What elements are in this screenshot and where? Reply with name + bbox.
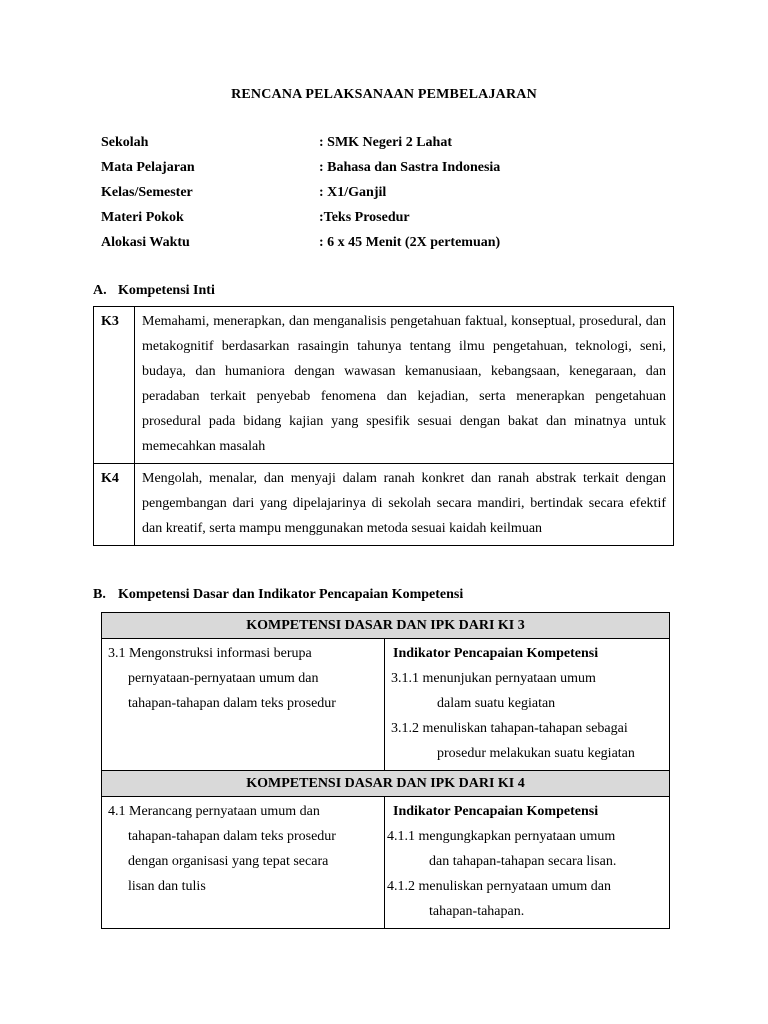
identity-label: Sekolah xyxy=(101,135,149,150)
document-title: RENCANA PELAKSANAAN PEMBELAJARAN xyxy=(231,87,537,102)
kd-line: pernyataan-pernyataan umum dan xyxy=(128,671,319,686)
identity-label: Kelas/Semester xyxy=(101,185,193,200)
indicator-line: tahapan-tahapan. xyxy=(429,904,525,919)
table-row xyxy=(102,613,670,639)
kd-line: tahapan-tahapan dalam teks prosedur xyxy=(128,696,336,711)
table-row xyxy=(102,771,670,797)
ki-code: K4 xyxy=(94,464,135,546)
section-letter: A. xyxy=(93,283,107,298)
kd-line: tahapan-tahapan dalam teks prosedur xyxy=(128,829,336,844)
indicator-line: prosedur melakukan suatu kegiatan xyxy=(437,746,635,761)
identity-value: : SMK Negeri 2 Lahat xyxy=(319,135,452,150)
kd-line: 3.1 Mengonstruksi informasi berupa xyxy=(108,646,312,661)
identity-label: Alokasi Waktu xyxy=(101,235,190,250)
kd-line: dengan organisasi yang tepat secara xyxy=(128,854,329,869)
kompetensi-inti-table xyxy=(93,306,674,546)
indicator-line: 4.1.1 mengungkapkan pernyataan umum xyxy=(387,829,616,844)
indicator-line: dalam suatu kegiatan xyxy=(437,696,556,711)
table-row xyxy=(102,639,670,771)
kd-ki3-indicators xyxy=(385,639,670,771)
indicator-line: 3.1.2 menuliskan tahapan-tahapan sebagai xyxy=(391,721,628,736)
kd-line: 4.1 Merancang pernyataan umum dan xyxy=(108,804,320,819)
kd-ki4-header: KOMPETENSI DASAR DAN IPK DARI KI 4 xyxy=(102,771,670,797)
indicator-line: dan tahapan-tahapan secara lisan. xyxy=(429,854,617,869)
identity-label: Mata Pelajaran xyxy=(101,160,195,175)
kd-line: lisan dan tulis xyxy=(128,879,206,894)
indicator-line: 4.1.2 menuliskan pernyataan umum dan xyxy=(387,879,611,894)
identity-value: :Teks Prosedur xyxy=(319,210,410,225)
kd-ki4-indicators xyxy=(385,797,670,929)
identity-value: : X1/Ganjil xyxy=(319,185,387,200)
identity-row-time xyxy=(101,232,701,257)
section-title: Kompetensi Inti xyxy=(118,283,215,298)
identity-value: : 6 x 45 Menit (2X pertemuan) xyxy=(319,235,501,250)
ki-text: Mengolah, menalar, dan menyaji dalam ranah konkret dan ranah abstrak terkait dengan pengembangan dari yang dipelajarinya di sekolah secara mandiri, bertindak secara efektif dan kreatif, serta mampu menggunakan metoda sesuai kaidah keilmuan xyxy=(135,464,674,546)
indicator-line: 3.1.1 menunjukan pernyataan umum xyxy=(391,671,596,686)
section-title: Kompetensi Dasar dan Indikator Pencapaian Kompetensi xyxy=(118,587,464,602)
ki-text: Memahami, menerapkan, dan menganalisis pengetahuan faktual, konseptual, prosedural, dan metakognitif berdasarkan rasaingin tahunya tentang ilmu pengetahuan, teknologi, seni, budaya, dan humaniora dengan wawasan kemanusiaan, kebangsaan, kenegaraan, dan peradaban terkait penyebab fenomena dan kejadian, serta menerapkan pengetahuan prosedural pada bidang kajian yang spesifik sesuai dengan bakat dan minatnya untuk memecahkan masalah xyxy=(135,307,674,464)
section-b-heading xyxy=(93,587,463,603)
kd-ki3-header: KOMPETENSI DASAR DAN IPK DARI KI 3 xyxy=(102,613,670,639)
section-a-heading xyxy=(93,283,215,299)
table-row xyxy=(94,464,674,546)
table-row xyxy=(94,307,674,464)
identity-row-topic xyxy=(101,207,701,232)
identity-row-class xyxy=(101,182,701,207)
kd-ki4-kompetensi-dasar xyxy=(102,797,385,929)
identity-block xyxy=(101,132,701,257)
identity-label: Materi Pokok xyxy=(101,210,184,225)
indicator-title: Indikator Pencapaian Kompetensi xyxy=(393,646,599,661)
table-row xyxy=(102,797,670,929)
identity-row-school xyxy=(101,132,701,157)
kd-ki3-kompetensi-dasar xyxy=(102,639,385,771)
ki-code: K3 xyxy=(94,307,135,464)
kompetensi-dasar-table xyxy=(101,612,670,929)
identity-row-subject xyxy=(101,157,701,182)
section-letter: B. xyxy=(93,587,106,602)
indicator-title: Indikator Pencapaian Kompetensi xyxy=(393,804,599,819)
identity-value: : Bahasa dan Sastra Indonesia xyxy=(319,160,501,175)
